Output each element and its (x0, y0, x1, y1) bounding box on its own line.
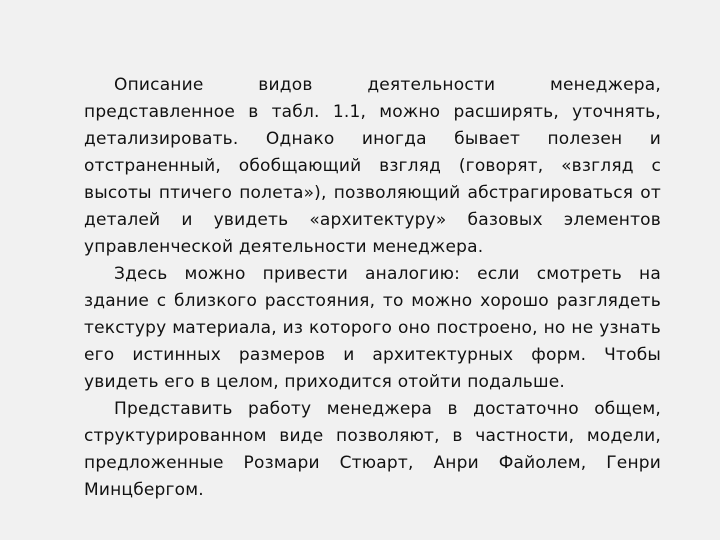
text-block (84, 72, 661, 504)
paragraph-1: Описание видов деятельности менеджера, представленное в табл. 1.1, можно расширять, уточнять, детализировать. Однако иногда бывает полезен и отстраненный, обобщающий взгляд (говорят, «взгляд с высоты птичего полета»), позволяющий абстрагироваться от деталей и увидеть «архитектуру» базовых элементов управленческой деятельности менеджера. (84, 75, 661, 257)
paragraph-3: Представить работу менеджера в достаточно общем, структурированном виде позволяют, в частности, модели, предложенные Розмари Стюарт, Анри Файолем, Генри Минцбергом. (84, 399, 661, 500)
paragraph-2: Здесь можно привести аналогию: если смотреть на здание с близкого расстояния, то можно хорошо разглядеть текстуру материала, из которого оно построено, но не узнать его истинных размеров и архитектурных форм. Чтобы увидеть его в целом, приходится отойти подальше. (84, 264, 661, 392)
